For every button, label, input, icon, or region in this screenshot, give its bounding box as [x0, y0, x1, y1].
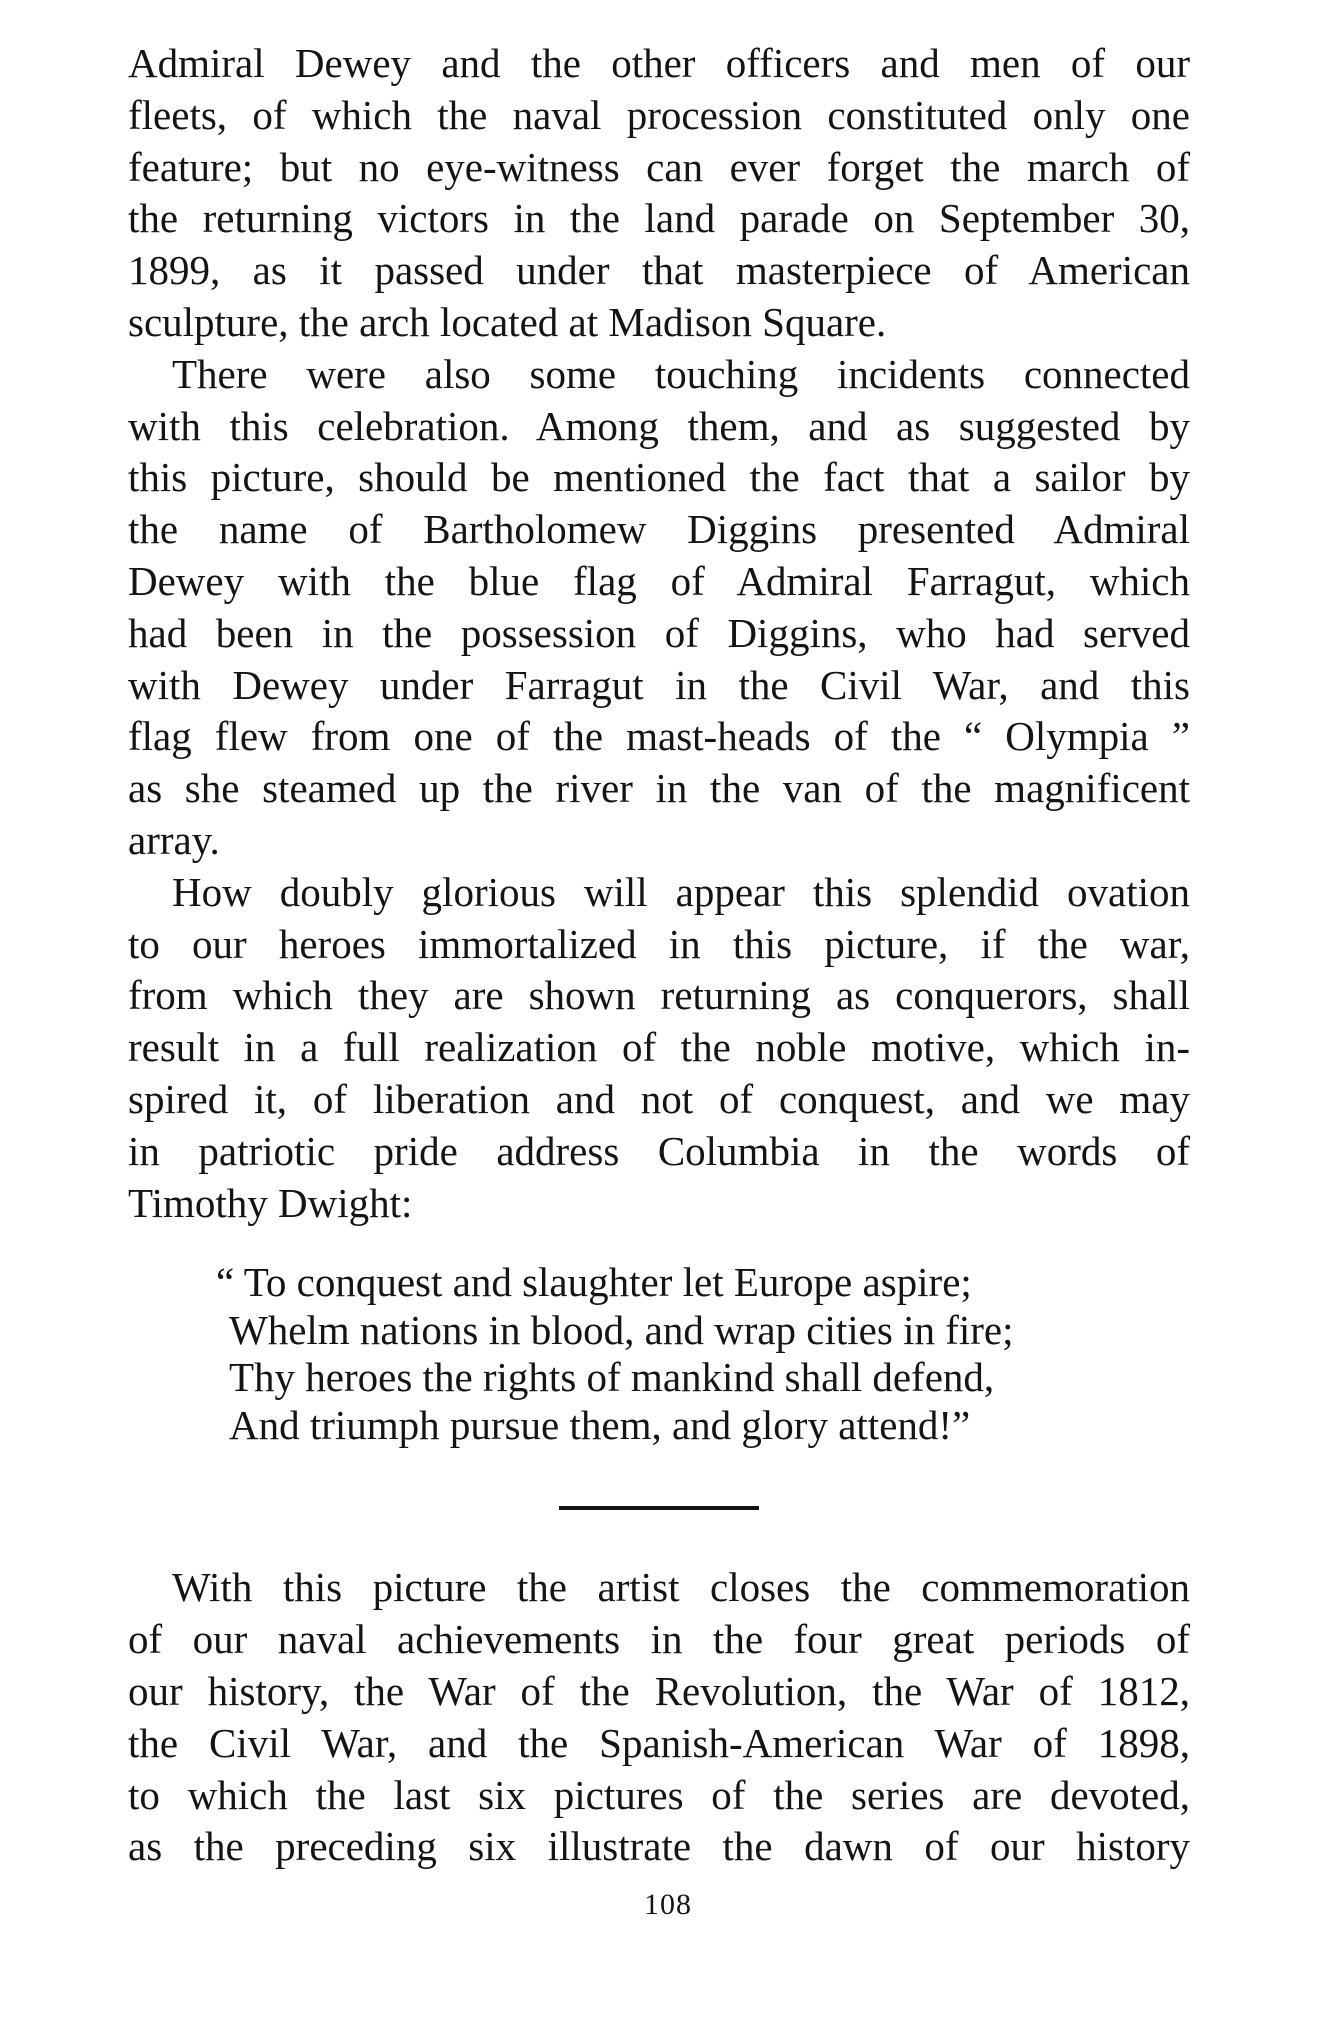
text-line: spired it, of liberation and not of conquest, and we may: [128, 1075, 1190, 1122]
text-line: With this picture the artist closes the commemoration: [172, 1564, 1190, 1611]
text-line: with this celebration. Among them, and as suggested by: [128, 402, 1190, 449]
text-line: had been in the possession of Diggins, who had served: [128, 609, 1190, 656]
text-line: as she steamed up the river in the van of the magnificent: [128, 765, 1190, 812]
text-line: There were also some touching incidents connected: [172, 350, 1190, 397]
text-line: fleets, of which the naval procession constituted only one: [128, 91, 1190, 138]
text-line: to which the last six pictures of the series are devoted,: [128, 1771, 1190, 1818]
verse-line: “ To conquest and slaughter let Europe aspire;: [216, 1259, 972, 1306]
verse-quotation: [128, 1259, 1190, 1449]
paragraph-3: [128, 867, 1190, 1230]
verse-line: Whelm nations in blood, and wrap cities in fire;: [229, 1306, 1014, 1353]
text-line: this picture, should be mentioned the fact that a sailor by: [128, 454, 1190, 501]
text-line: feature; but no eye-witness can ever forget the march of: [128, 143, 1190, 190]
text-line: sculpture, the arch located at Madison Square.: [128, 298, 887, 345]
text-line: from which they are shown returning as conquerors, shall: [128, 972, 1190, 1019]
text-line: How doubly glorious will appear this splendid ovation: [172, 868, 1190, 915]
paragraph-1: [128, 38, 1190, 349]
text-line: array.: [128, 816, 220, 863]
text-line: the returning victors in the land parade on September 30,: [128, 195, 1190, 242]
closing-paragraph: [128, 1562, 1190, 1873]
page-body: [128, 38, 1190, 1873]
text-line: 1899, as it passed under that masterpiece of American: [128, 247, 1190, 294]
text-line: Dewey with the blue flag of Admiral Farragut, which: [128, 557, 1190, 604]
section-divider: [559, 1506, 759, 1510]
verse-line: Thy heroes the rights of mankind shall defend,: [229, 1354, 995, 1401]
page-number: 108: [644, 1888, 692, 1921]
text-line: result in a full realization of the noble motive, which in-: [128, 1024, 1190, 1071]
text-line: as the preceding six illustrate the dawn of our history: [128, 1823, 1190, 1870]
text-line: flag flew from one of the mast-heads of the “ Olympia ”: [128, 713, 1190, 760]
text-line: the Civil War, and the Spanish-American War of 1898,: [128, 1719, 1190, 1766]
text-line: our history, the War of the Revolution, the War of 1812,: [128, 1667, 1190, 1714]
verse-line: And triumph pursue them, and glory attend!”: [229, 1401, 971, 1448]
text-line: Admiral Dewey and the other officers and men of our: [128, 40, 1190, 86]
text-line: of our naval achievements in the four great periods of: [128, 1616, 1190, 1663]
text-line: with Dewey under Farragut in the Civil War, and this: [128, 661, 1190, 708]
text-line: in patriotic pride address Columbia in the words of: [128, 1127, 1190, 1174]
paragraph-2: [128, 349, 1190, 867]
text-line: the name of Bartholomew Diggins presented Admiral: [128, 506, 1190, 553]
text-line: Timothy Dwight:: [128, 1179, 413, 1226]
text-line: to our heroes immortalized in this picture, if the war,: [128, 920, 1190, 967]
